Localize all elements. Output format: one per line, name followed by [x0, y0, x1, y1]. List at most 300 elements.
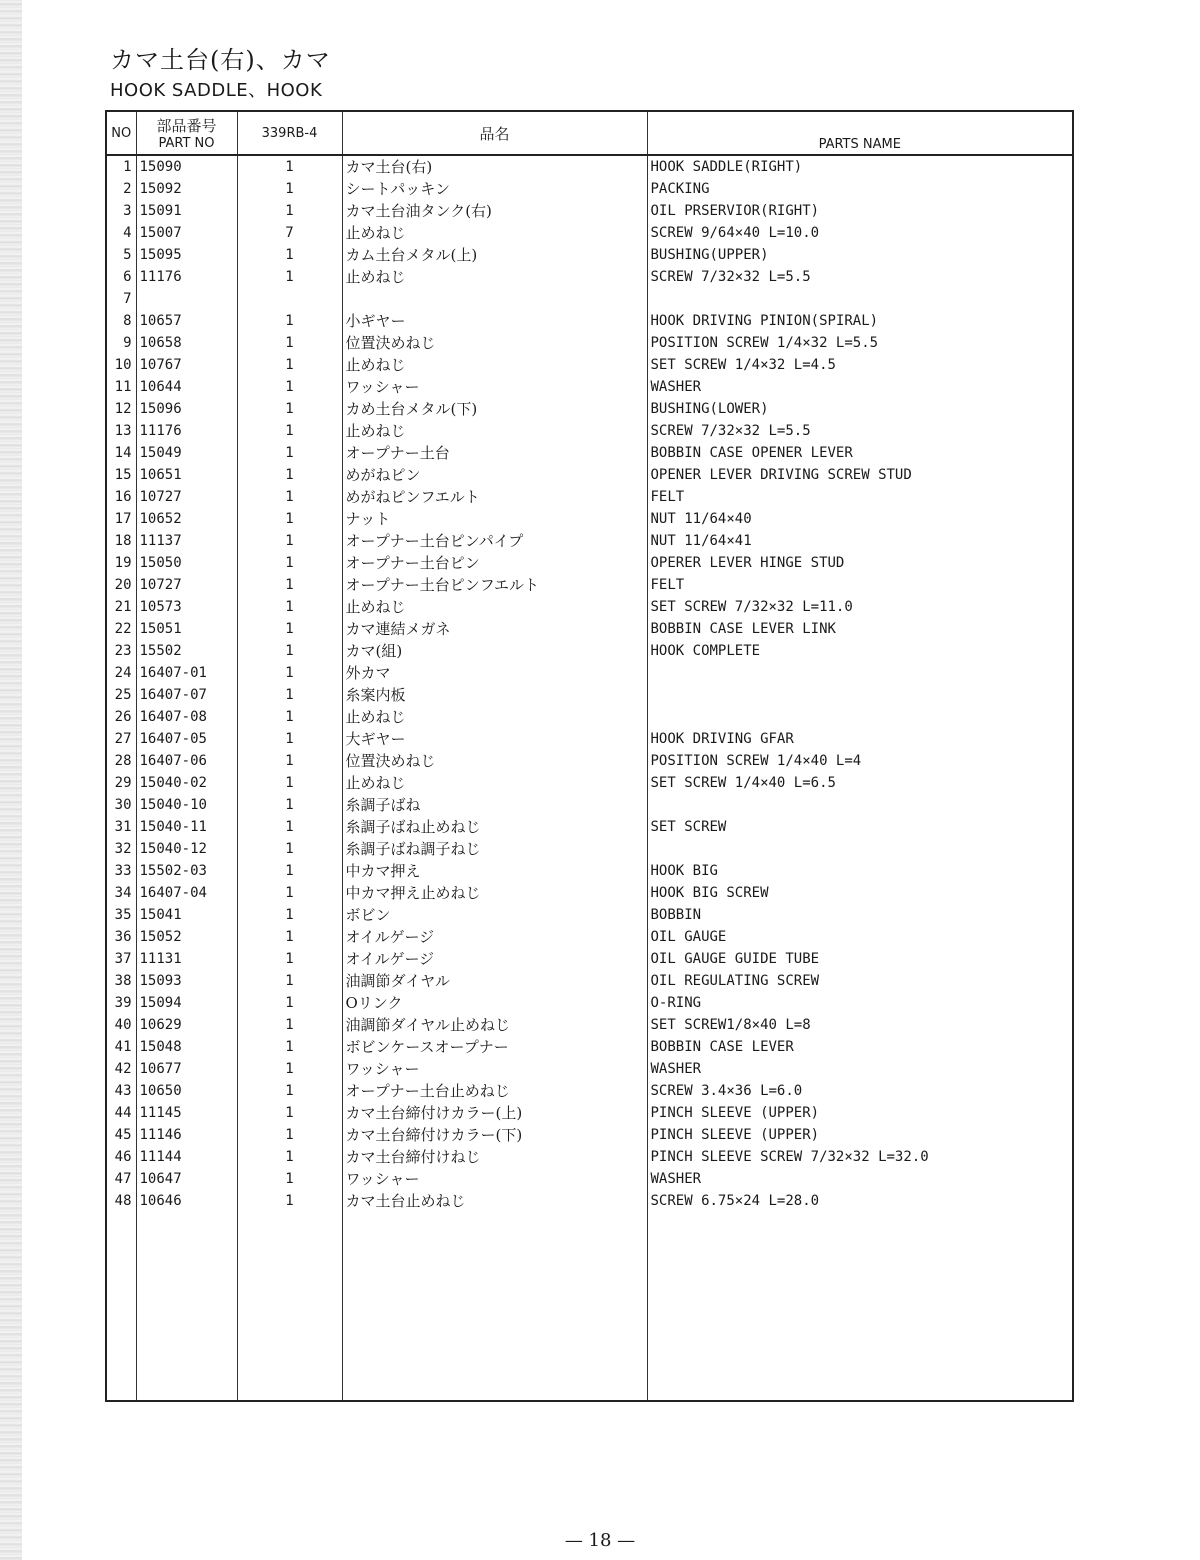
- table-row: [106, 1080, 1073, 1102]
- row-name-en: HOOK BIG SCREW: [647, 882, 1073, 904]
- header-part-jp: 部品番号: [156, 117, 217, 135]
- row-name-jp: 中カマ押え止めねじ: [342, 882, 647, 904]
- parts-table: [105, 110, 1074, 1402]
- row-name-en: [647, 662, 1073, 684]
- table-row: [106, 640, 1073, 662]
- table-row: [106, 662, 1073, 684]
- row-name-en: FELT: [647, 486, 1073, 508]
- row-name-en: SET SCREW1/8×40 L=8: [647, 1014, 1073, 1036]
- table-row: [106, 1102, 1073, 1124]
- filler-cell: [237, 1212, 342, 1401]
- row-part-no: 15048: [136, 1036, 237, 1058]
- row-name-jp: カマ土台止めねじ: [342, 1190, 647, 1212]
- row-no: 47: [106, 1168, 136, 1190]
- filler-cell: [342, 1212, 647, 1401]
- row-qty: 1: [237, 464, 342, 486]
- row-name-jp: 外カマ: [342, 662, 647, 684]
- page-number: — 18 —: [564, 1530, 636, 1551]
- row-part-no: 11145: [136, 1102, 237, 1124]
- row-no: 19: [106, 552, 136, 574]
- row-qty: 1: [237, 1124, 342, 1146]
- row-name-en: NUT 11/64×41: [647, 530, 1073, 552]
- row-name-jp: ワッシャー: [342, 1058, 647, 1080]
- row-name-en: SET SCREW 1/4×32 L=4.5: [647, 354, 1073, 376]
- row-name-jp: 小ギヤー: [342, 310, 647, 332]
- row-name-jp: オープナー土台ピン: [342, 552, 647, 574]
- row-name-en: BOBBIN CASE LEVER: [647, 1036, 1073, 1058]
- row-name-en: PINCH SLEEVE (UPPER): [647, 1124, 1073, 1146]
- row-qty: 1: [237, 155, 342, 178]
- row-name-en: POSITION SCREW 1/4×40 L=4: [647, 750, 1073, 772]
- row-part-no: 10658: [136, 332, 237, 354]
- row-no: 30: [106, 794, 136, 816]
- row-name-en: PACKING: [647, 178, 1073, 200]
- row-part-no: 15052: [136, 926, 237, 948]
- table-row: [106, 992, 1073, 1014]
- row-part-no: 15051: [136, 618, 237, 640]
- row-no: 28: [106, 750, 136, 772]
- row-part-no: 11176: [136, 266, 237, 288]
- row-name-jp: めがねピンフエルト: [342, 486, 647, 508]
- row-name-jp: カマ土台油タンク(右): [342, 200, 647, 222]
- row-qty: 1: [237, 772, 342, 794]
- row-name-jp: 油調節ダイヤル: [342, 970, 647, 992]
- row-part-no: 15040-02: [136, 772, 237, 794]
- row-qty: 1: [237, 508, 342, 530]
- row-name-jp: オープナー土台止めねじ: [342, 1080, 647, 1102]
- row-qty: 1: [237, 926, 342, 948]
- row-no: 39: [106, 992, 136, 1014]
- row-name-en: HOOK COMPLETE: [647, 640, 1073, 662]
- row-name-en: WASHER: [647, 376, 1073, 398]
- row-no: 43: [106, 1080, 136, 1102]
- row-qty: 1: [237, 816, 342, 838]
- row-no: 14: [106, 442, 136, 464]
- parts-table-body: [106, 155, 1073, 1401]
- table-row: [106, 1168, 1073, 1190]
- table-row: [106, 266, 1073, 288]
- row-name-jp: ボビンケースオープナー: [342, 1036, 647, 1058]
- row-no: 16: [106, 486, 136, 508]
- row-part-no: 15093: [136, 970, 237, 992]
- table-row: [106, 178, 1073, 200]
- row-qty: 1: [237, 1014, 342, 1036]
- row-no: 44: [106, 1102, 136, 1124]
- table-row: [106, 1124, 1073, 1146]
- row-qty: 1: [237, 904, 342, 926]
- table-row: [106, 398, 1073, 420]
- row-part-no: 10727: [136, 486, 237, 508]
- row-no: 34: [106, 882, 136, 904]
- table-row: [106, 332, 1073, 354]
- row-part-no: 10647: [136, 1168, 237, 1190]
- row-qty: 1: [237, 574, 342, 596]
- row-name-jp: ワッシャー: [342, 376, 647, 398]
- row-name-jp: オープナー土台ピンパイプ: [342, 530, 647, 552]
- row-qty: 1: [237, 728, 342, 750]
- table-row: [106, 200, 1073, 222]
- row-no: 24: [106, 662, 136, 684]
- row-qty: 1: [237, 1146, 342, 1168]
- row-no: 6: [106, 266, 136, 288]
- table-row: [106, 155, 1073, 178]
- row-part-no: 10677: [136, 1058, 237, 1080]
- row-name-en: HOOK DRIVING GFAR: [647, 728, 1073, 750]
- row-no: 17: [106, 508, 136, 530]
- row-no: 9: [106, 332, 136, 354]
- row-name-jp: [342, 288, 647, 310]
- row-name-jp: カマ(組): [342, 640, 647, 662]
- table-row: [106, 1058, 1073, 1080]
- row-no: 40: [106, 1014, 136, 1036]
- row-no: 4: [106, 222, 136, 244]
- row-name-jp: 止めねじ: [342, 354, 647, 376]
- row-name-en: PINCH SLEEVE SCREW 7/32×32 L=32.0: [647, 1146, 1073, 1168]
- row-name-jp: カマ土台締付けカラー(下): [342, 1124, 647, 1146]
- row-no: 25: [106, 684, 136, 706]
- row-name-en: [647, 838, 1073, 860]
- table-row: [106, 772, 1073, 794]
- row-qty: 1: [237, 310, 342, 332]
- header-model: 339RB-4: [237, 111, 342, 155]
- row-name-en: FELT: [647, 574, 1073, 596]
- row-qty: 1: [237, 178, 342, 200]
- row-no: 31: [106, 816, 136, 838]
- row-name-en: POSITION SCREW 1/4×32 L=5.5: [647, 332, 1073, 354]
- table-row: [106, 244, 1073, 266]
- row-name-en: SCREW 6.75×24 L=28.0: [647, 1190, 1073, 1212]
- row-name-jp: ナット: [342, 508, 647, 530]
- row-name-jp: 糸調子ばね調子ねじ: [342, 838, 647, 860]
- table-row: [106, 838, 1073, 860]
- row-name-en: NUT 11/64×40: [647, 508, 1073, 530]
- row-qty: 1: [237, 332, 342, 354]
- row-qty: 1: [237, 420, 342, 442]
- row-part-no: 15095: [136, 244, 237, 266]
- row-qty: 1: [237, 376, 342, 398]
- table-row: [106, 816, 1073, 838]
- row-part-no: 15096: [136, 398, 237, 420]
- table-row: [106, 552, 1073, 574]
- row-name-en: BOBBIN CASE LEVER LINK: [647, 618, 1073, 640]
- row-qty: 1: [237, 486, 342, 508]
- row-name-en: [647, 794, 1073, 816]
- row-no: 13: [106, 420, 136, 442]
- table-row: [106, 530, 1073, 552]
- row-name-en: OIL REGULATING SCREW: [647, 970, 1073, 992]
- row-qty: 1: [237, 794, 342, 816]
- table-row: [106, 420, 1073, 442]
- row-part-no: 10727: [136, 574, 237, 596]
- row-name-jp: ボビン: [342, 904, 647, 926]
- row-name-en: O-RING: [647, 992, 1073, 1014]
- row-no: 32: [106, 838, 136, 860]
- row-name-en: PINCH SLEEVE (UPPER): [647, 1102, 1073, 1124]
- row-part-no: 10651: [136, 464, 237, 486]
- row-part-no: 10646: [136, 1190, 237, 1212]
- row-qty: 1: [237, 706, 342, 728]
- page-title-en: HOOK SADDLE、HOOK: [110, 80, 323, 101]
- row-name-jp: 糸案内板: [342, 684, 647, 706]
- page-title-jp: カマ土台(右)、カマ: [110, 46, 331, 74]
- row-part-no: 16407-06: [136, 750, 237, 772]
- row-part-no: 15049: [136, 442, 237, 464]
- row-part-no: 11131: [136, 948, 237, 970]
- row-part-no: 15091: [136, 200, 237, 222]
- table-row: [106, 904, 1073, 926]
- row-no: 27: [106, 728, 136, 750]
- row-no: 7: [106, 288, 136, 310]
- table-row: [106, 464, 1073, 486]
- row-no: 41: [106, 1036, 136, 1058]
- row-no: 48: [106, 1190, 136, 1212]
- row-name-en: SET SCREW 1/4×40 L=6.5: [647, 772, 1073, 794]
- row-part-no: 15007: [136, 222, 237, 244]
- row-part-no: 10652: [136, 508, 237, 530]
- table-row: [106, 1190, 1073, 1212]
- row-part-no: 15050: [136, 552, 237, 574]
- row-qty: 1: [237, 1102, 342, 1124]
- row-no: 11: [106, 376, 136, 398]
- row-name-jp: オープナー土台: [342, 442, 647, 464]
- row-qty: 1: [237, 266, 342, 288]
- row-no: 23: [106, 640, 136, 662]
- row-name-en: OIL PRSERVIOR(RIGHT): [647, 200, 1073, 222]
- row-no: 10: [106, 354, 136, 376]
- table-row: [106, 486, 1073, 508]
- table-row: [106, 376, 1073, 398]
- row-no: 33: [106, 860, 136, 882]
- row-part-no: 16407-04: [136, 882, 237, 904]
- row-name-jp: オイルゲージ: [342, 926, 647, 948]
- table-row: [106, 794, 1073, 816]
- row-part-no: 15502: [136, 640, 237, 662]
- table-row: [106, 706, 1073, 728]
- row-name-jp: 中カマ押え: [342, 860, 647, 882]
- row-name-jp: カマ連結メガネ: [342, 618, 647, 640]
- row-name-en: SET SCREW: [647, 816, 1073, 838]
- row-name-en: BUSHING(LOWER): [647, 398, 1073, 420]
- table-row: [106, 442, 1073, 464]
- row-no: 18: [106, 530, 136, 552]
- row-part-no: 11176: [136, 420, 237, 442]
- table-row: [106, 948, 1073, 970]
- row-part-no: 11146: [136, 1124, 237, 1146]
- table-row: [106, 750, 1073, 772]
- row-part-no: 15094: [136, 992, 237, 1014]
- row-part-no: 11144: [136, 1146, 237, 1168]
- row-part-no: 15092: [136, 178, 237, 200]
- row-name-en: SCREW 7/32×32 L=5.5: [647, 420, 1073, 442]
- row-qty: 1: [237, 398, 342, 420]
- table-row: [106, 970, 1073, 992]
- row-qty: 1: [237, 200, 342, 222]
- row-no: 3: [106, 200, 136, 222]
- row-no: 26: [106, 706, 136, 728]
- row-qty: 1: [237, 442, 342, 464]
- parts-table-header: [106, 111, 1073, 155]
- row-name-jp: カム土台メタル(上): [342, 244, 647, 266]
- row-name-en: BUSHING(UPPER): [647, 244, 1073, 266]
- row-name-jp: 止めねじ: [342, 222, 647, 244]
- row-name-en: OPERER LEVER HINGE STUD: [647, 552, 1073, 574]
- row-qty: 1: [237, 1190, 342, 1212]
- row-name-en: HOOK BIG: [647, 860, 1073, 882]
- row-name-jp: 止めねじ: [342, 266, 647, 288]
- table-row: [106, 288, 1073, 310]
- row-qty: 1: [237, 992, 342, 1014]
- row-name-en: [647, 288, 1073, 310]
- row-part-no: 10767: [136, 354, 237, 376]
- row-name-en: SCREW 9/64×40 L=10.0: [647, 222, 1073, 244]
- row-qty: 1: [237, 750, 342, 772]
- table-row: [106, 1036, 1073, 1058]
- scan-edge: [0, 0, 22, 1560]
- row-no: 35: [106, 904, 136, 926]
- row-qty: 1: [237, 1080, 342, 1102]
- header-part-en: PART NO: [158, 136, 215, 151]
- row-qty: 1: [237, 1058, 342, 1080]
- row-name-en: WASHER: [647, 1168, 1073, 1190]
- row-qty: 1: [237, 662, 342, 684]
- row-name-jp: Oリンク: [342, 992, 647, 1014]
- row-name-en: HOOK SADDLE(RIGHT): [647, 155, 1073, 178]
- row-qty: 1: [237, 1036, 342, 1058]
- table-row: [106, 1014, 1073, 1036]
- row-name-en: [647, 684, 1073, 706]
- row-name-jp: 糸調子ばね止めねじ: [342, 816, 647, 838]
- header-part-no: [136, 111, 237, 155]
- row-name-jp: カマ土台(右): [342, 155, 647, 178]
- row-name-jp: オイルゲージ: [342, 948, 647, 970]
- row-qty: 1: [237, 838, 342, 860]
- table-row: [106, 222, 1073, 244]
- row-name-en: BOBBIN: [647, 904, 1073, 926]
- row-part-no: 10644: [136, 376, 237, 398]
- table-row: [106, 310, 1073, 332]
- row-part-no: 15041: [136, 904, 237, 926]
- row-qty: 1: [237, 970, 342, 992]
- table-row: [106, 618, 1073, 640]
- row-name-jp: 糸調子ばね: [342, 794, 647, 816]
- row-name-en: [647, 706, 1073, 728]
- row-part-no: 15040-11: [136, 816, 237, 838]
- row-name-jp: 止めねじ: [342, 596, 647, 618]
- header-name-en: PARTS NAME: [647, 111, 1073, 155]
- row-part-no: 16407-07: [136, 684, 237, 706]
- table-filler-row: [106, 1212, 1073, 1401]
- row-name-jp: 止めねじ: [342, 772, 647, 794]
- table-row: [106, 684, 1073, 706]
- row-name-jp: 止めねじ: [342, 706, 647, 728]
- row-qty: 1: [237, 948, 342, 970]
- row-name-en: OIL GAUGE: [647, 926, 1073, 948]
- row-part-no: 15502-03: [136, 860, 237, 882]
- table-row: [106, 1146, 1073, 1168]
- row-qty: 1: [237, 244, 342, 266]
- row-name-jp: めがねピン: [342, 464, 647, 486]
- row-qty: 1: [237, 684, 342, 706]
- header-no: NO: [106, 111, 136, 155]
- row-part-no: 16407-01: [136, 662, 237, 684]
- row-name-jp: 大ギヤー: [342, 728, 647, 750]
- row-part-no: 10657: [136, 310, 237, 332]
- row-no: 29: [106, 772, 136, 794]
- row-name-jp: 位置決めねじ: [342, 750, 647, 772]
- row-name-jp: 油調節ダイヤル止めねじ: [342, 1014, 647, 1036]
- table-row: [106, 574, 1073, 596]
- row-qty: 1: [237, 640, 342, 662]
- row-qty: 1: [237, 530, 342, 552]
- table-row: [106, 882, 1073, 904]
- row-part-no: 10573: [136, 596, 237, 618]
- filler-cell: [106, 1212, 136, 1401]
- table-row: [106, 728, 1073, 750]
- row-no: 15: [106, 464, 136, 486]
- row-name-en: BOBBIN CASE OPENER LEVER: [647, 442, 1073, 464]
- row-no: 12: [106, 398, 136, 420]
- row-name-en: WASHER: [647, 1058, 1073, 1080]
- header-name-jp: 品名: [342, 111, 647, 155]
- row-qty: 1: [237, 618, 342, 640]
- table-row: [106, 860, 1073, 882]
- row-name-jp: カマ土台締付けねじ: [342, 1146, 647, 1168]
- row-name-en: SCREW 3.4×36 L=6.0: [647, 1080, 1073, 1102]
- row-qty: 1: [237, 882, 342, 904]
- row-name-jp: ワッシャー: [342, 1168, 647, 1190]
- table-row: [106, 926, 1073, 948]
- row-no: 22: [106, 618, 136, 640]
- table-row: [106, 508, 1073, 530]
- row-name-jp: シートパッキン: [342, 178, 647, 200]
- row-qty: 1: [237, 596, 342, 618]
- row-no: 21: [106, 596, 136, 618]
- row-name-en: SET SCREW 7/32×32 L=11.0: [647, 596, 1073, 618]
- row-name-jp: オープナー土台ピンフエルト: [342, 574, 647, 596]
- row-part-no: 16407-05: [136, 728, 237, 750]
- row-name-jp: カめ土台メタル(下): [342, 398, 647, 420]
- row-qty: 1: [237, 860, 342, 882]
- row-name-jp: 止めねじ: [342, 420, 647, 442]
- row-name-en: HOOK DRIVING PINION(SPIRAL): [647, 310, 1073, 332]
- row-no: 36: [106, 926, 136, 948]
- row-part-no: 15040-12: [136, 838, 237, 860]
- row-no: 20: [106, 574, 136, 596]
- row-name-en: OIL GAUGE GUIDE TUBE: [647, 948, 1073, 970]
- table-row: [106, 354, 1073, 376]
- row-qty: 1: [237, 552, 342, 574]
- row-part-no: 15090: [136, 155, 237, 178]
- row-no: 42: [106, 1058, 136, 1080]
- row-name-en: OPENER LEVER DRIVING SCREW STUD: [647, 464, 1073, 486]
- row-part-no: [136, 288, 237, 310]
- row-no: 1: [106, 155, 136, 178]
- table-row: [106, 596, 1073, 618]
- filler-cell: [647, 1212, 1073, 1401]
- row-qty: 1: [237, 354, 342, 376]
- row-no: 37: [106, 948, 136, 970]
- row-qty: 1: [237, 1168, 342, 1190]
- row-name-en: SCREW 7/32×32 L=5.5: [647, 266, 1073, 288]
- row-part-no: 16407-08: [136, 706, 237, 728]
- row-name-jp: 位置決めねじ: [342, 332, 647, 354]
- row-no: 5: [106, 244, 136, 266]
- row-part-no: 15040-10: [136, 794, 237, 816]
- row-no: 2: [106, 178, 136, 200]
- row-part-no: 10650: [136, 1080, 237, 1102]
- row-qty: [237, 288, 342, 310]
- row-no: 46: [106, 1146, 136, 1168]
